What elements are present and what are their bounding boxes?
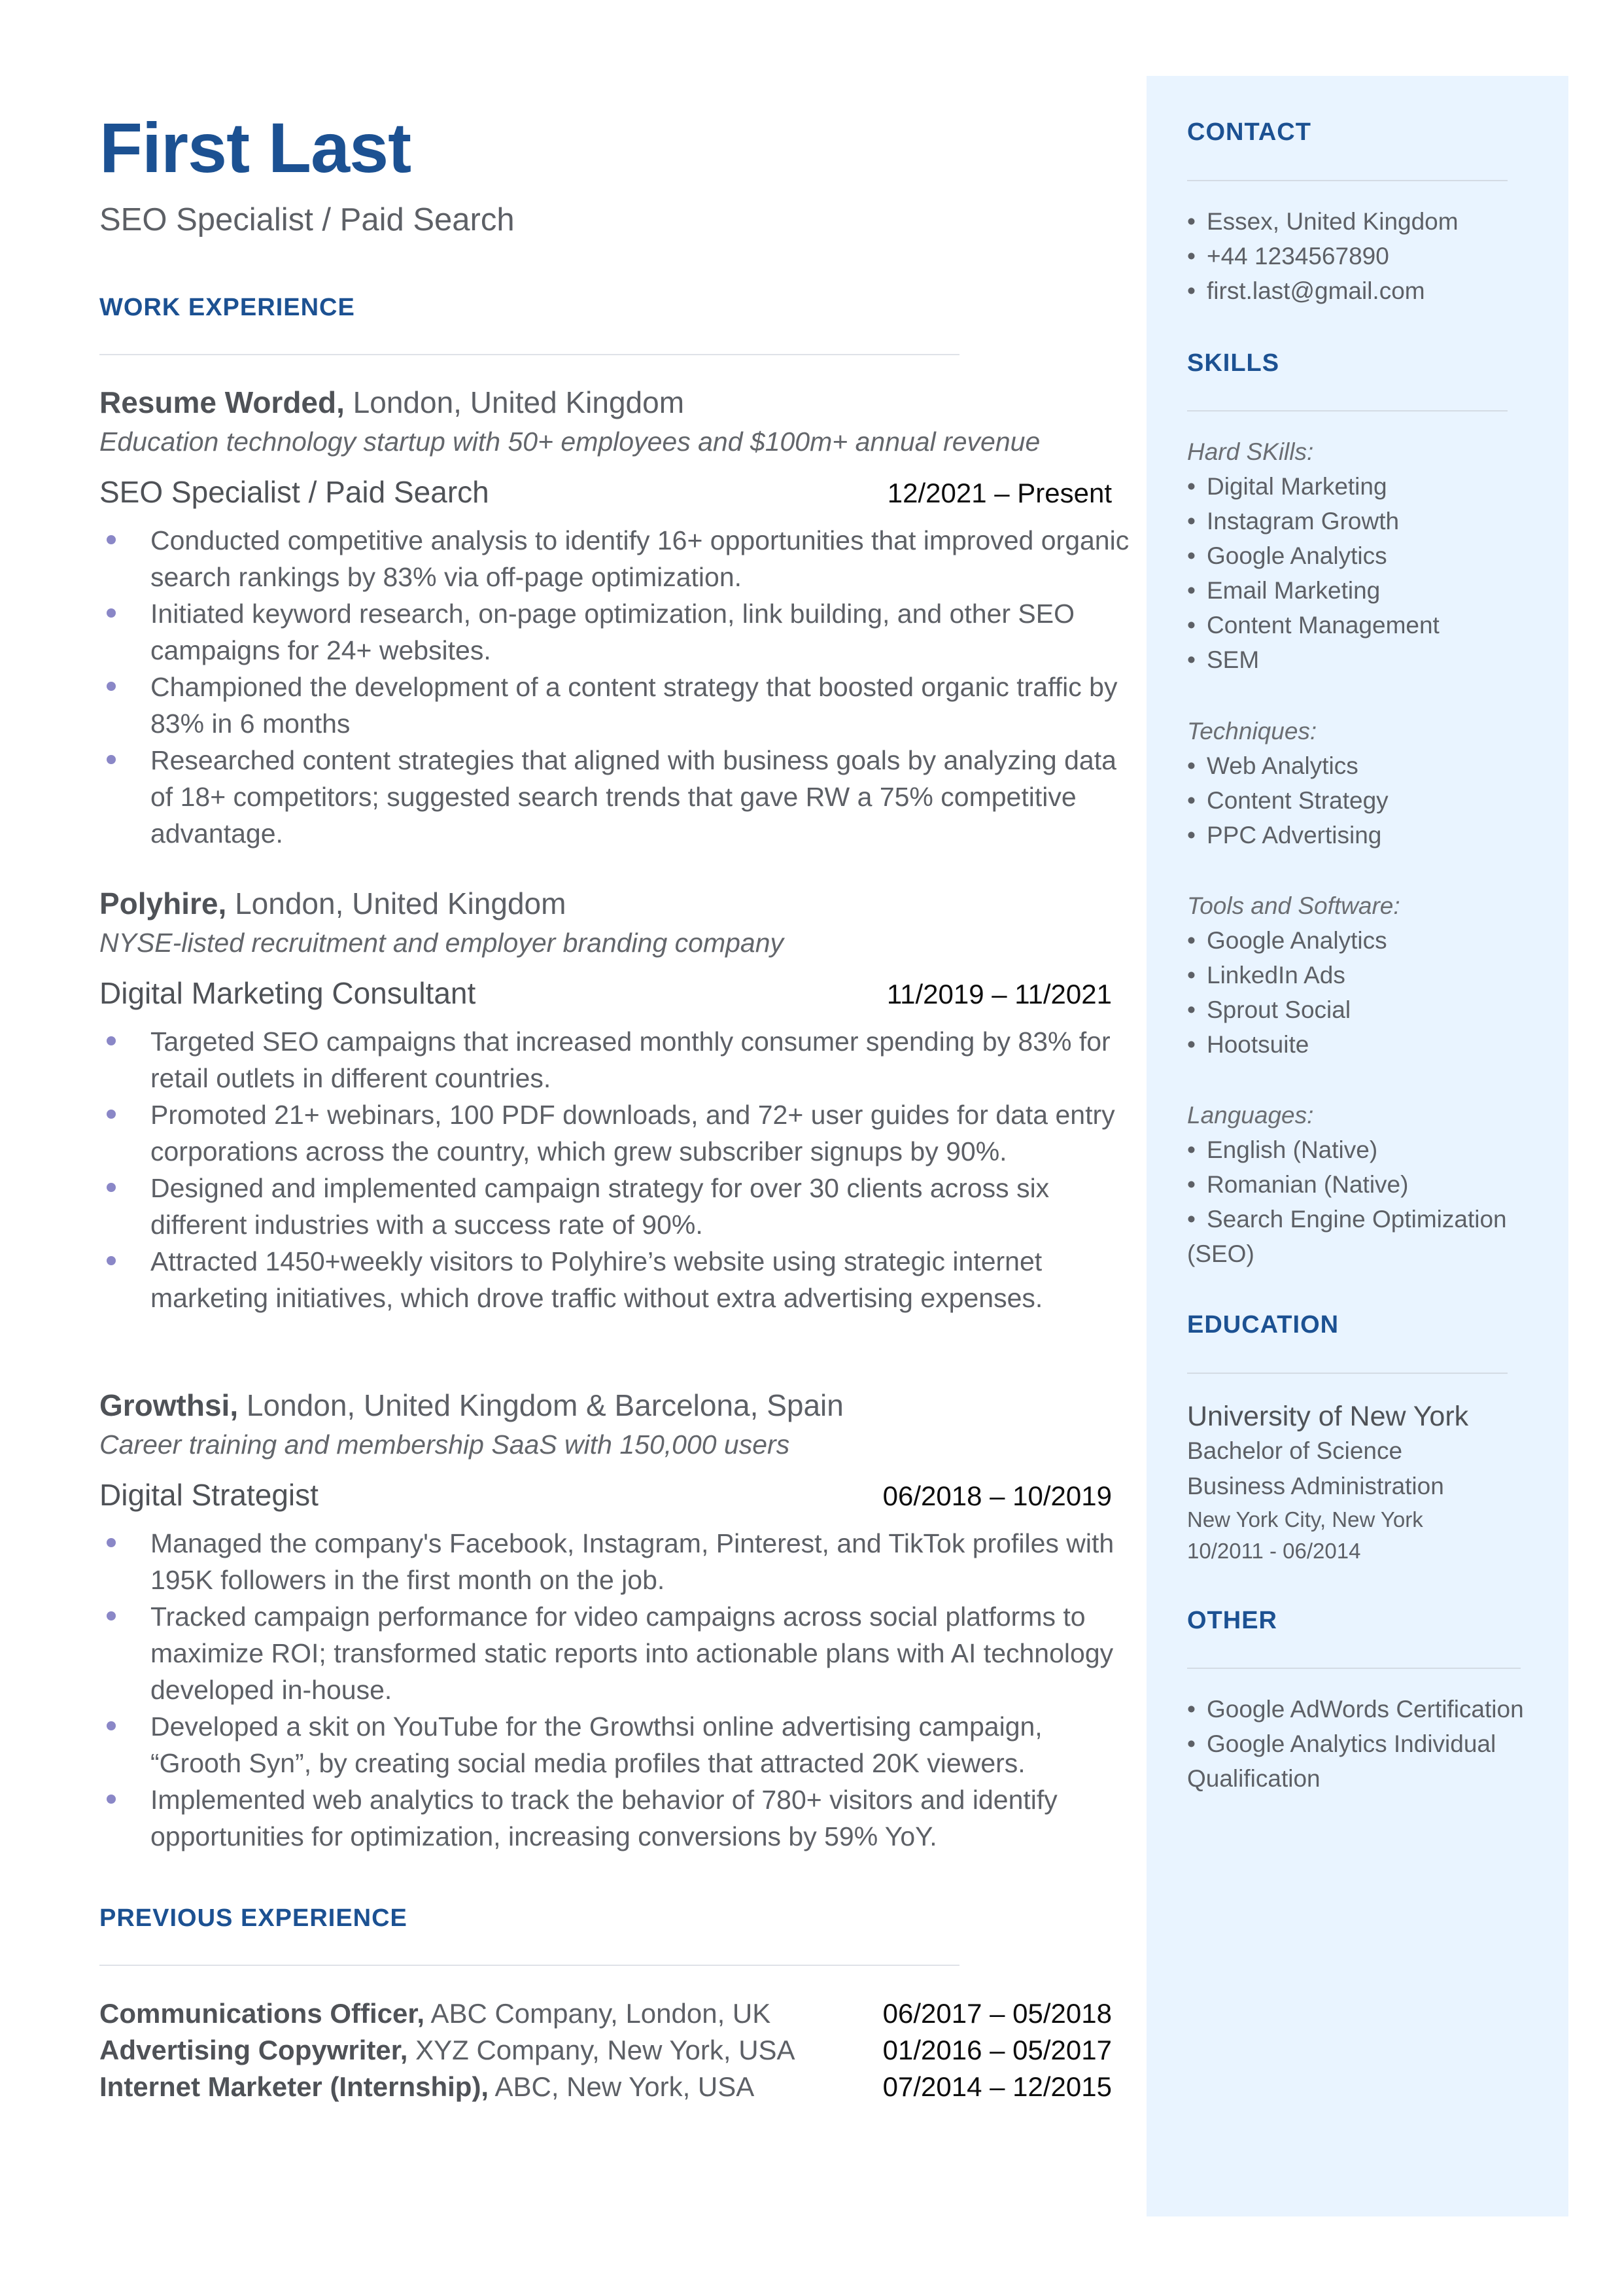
list-item: • Google AdWords Certification [1187,1696,1524,1723]
contact-location: • Essex, United Kingdom [1187,208,1459,235]
job-3-description: Career training and membership SaaS with 150,000 users [99,1429,790,1460]
list-item: • Google Analytics [1187,542,1387,569]
contact-heading: CONTACT [1187,118,1311,146]
list-item: Initiated keyword research, on-page optimization, link building, and other SEO campaigns for 24+ websites. [150,595,1132,669]
list-item: Attracted 1450+weekly visitors to Polyhire’s website using strategic internet marketing initiatives, which drove traffic without extra advertising expenses. [150,1243,1132,1316]
previous-role-2-dates: 01/2016 – 05/2017 [882,2035,1112,2065]
previous-experience-divider [99,1965,959,1966]
list-item: • Google Analytics [1187,927,1387,954]
list-item: • Web Analytics [1187,752,1358,779]
bullet-icon [107,1036,116,1045]
list-item: Qualification [1187,1765,1321,1792]
list-item: • Sprout Social [1187,996,1351,1023]
bullet-icon [107,1183,116,1192]
previous-role-3: Internet Marketer (Internship), ABC, New York, USA [99,2071,755,2102]
contact-divider [1187,180,1508,181]
education-heading: EDUCATION [1187,1311,1339,1339]
education-field: Business Administration [1187,1473,1444,1499]
techniques-list [1187,748,1389,852]
bullet-icon [107,535,116,544]
list-item: • Content Management [1187,612,1440,639]
candidate-name: First Last [99,108,411,187]
bullet-icon [107,1721,116,1730]
skills-heading: SKILLS [1187,349,1280,377]
job-3-role: Digital Strategist [99,1478,319,1512]
list-item: Tracked campaign performance for video campaigns across social platforms to maximize ROI; transformed static reports into actionable plans with AI technology developed in-house. [150,1598,1132,1708]
list-item: Researched content strategies that aligned with business goals by analyzing data of 18+ competitors; suggested search trends that gave RW a 75% competitive advantage. [150,742,1132,852]
list-item: • PPC Advertising [1187,822,1382,849]
previous-role-1-dates: 06/2017 – 05/2018 [882,1998,1112,2029]
work-experience-heading: WORK EXPERIENCE [99,294,355,321]
list-item: Targeted SEO campaigns that increased monthly consumer spending by 83% for retail outlets in different countries. [150,1023,1132,1096]
job-3-dates: 06/2018 – 10/2019 [882,1480,1112,1511]
job-1-company: Resume Worded, London, United Kingdom [99,385,685,419]
skills-category-languages: Languages: [1187,1102,1314,1129]
work-experience-divider [99,354,959,355]
list-item: • Hootsuite [1187,1031,1309,1058]
contact-list [1187,204,1459,308]
education-school: University of New York [1187,1401,1469,1432]
job-2-role: Digital Marketing Consultant [99,976,476,1010]
previous-role-3-dates: 07/2014 – 12/2015 [882,2071,1112,2102]
candidate-title: SEO Specialist / Paid Search [99,202,515,237]
previous-experience-heading: PREVIOUS EXPERIENCE [99,1904,407,1932]
bullet-icon [107,1110,116,1119]
list-item: • Romanian (Native) [1187,1171,1409,1198]
languages-list [1187,1132,1507,1271]
job-3-bullets [150,1525,1132,1855]
contact-phone: • +44 1234567890 [1187,243,1389,270]
bullet-icon [107,1256,116,1265]
job-3-company: Growthsi, London, United Kingdom & Barcelona, Spain [99,1388,844,1422]
list-item: Developed a skit on YouTube for the Growthsi online advertising campaign, “Grooth Syn”, by creating social media profiles that attracted 20K viewers. [150,1708,1132,1781]
tools-list [1187,923,1387,1062]
list-item: • Digital Marketing [1187,473,1387,500]
job-1-description: Education technology startup with 50+ employees and $100m+ annual revenue [99,427,1041,457]
job-2-bullets [150,1023,1132,1316]
other-divider [1187,1668,1521,1669]
contact-email: • first.last@gmail.com [1187,277,1425,304]
education-dates: 10/2011 - 06/2014 [1187,1539,1361,1563]
list-item: (SEO) [1187,1240,1254,1267]
list-item: Implemented web analytics to track the behavior of 780+ visitors and identify opportunities for optimization, increasing conversions by 59% YoY. [150,1781,1132,1855]
job-1-role: SEO Specialist / Paid Search [99,475,489,509]
skills-category-techniques: Techniques: [1187,718,1317,745]
education-divider [1187,1373,1508,1374]
job-1-dates: 12/2021 – Present [887,478,1112,508]
other-list [1187,1692,1524,1796]
previous-role-2: Advertising Copywriter, XYZ Company, New York, USA [99,2035,795,2065]
list-item: Championed the development of a content strategy that boosted organic traffic by 83% in 6 months [150,669,1132,742]
skills-divider [1187,410,1508,412]
job-2-dates: 11/2019 – 11/2021 [886,979,1112,1009]
bullet-icon [107,682,116,691]
list-item: • Email Marketing [1187,577,1381,604]
job-2-company: Polyhire, London, United Kingdom [99,886,566,920]
job-1-bullets [150,522,1132,852]
bullet-icon [107,1538,116,1547]
job-2-description: NYSE-listed recruitment and employer branding company [99,928,784,958]
education-degree: Bachelor of Science [1187,1437,1403,1464]
list-item: Managed the company's Facebook, Instagram, Pinterest, and TikTok profiles with 195K followers in the first month on the job. [150,1525,1132,1598]
skills-category-hard-skills: Hard SKills: [1187,438,1314,465]
bullet-icon [107,755,116,764]
list-item: • Content Strategy [1187,787,1389,814]
list-item: • Search Engine Optimization [1187,1206,1507,1233]
list-item: • Instagram Growth [1187,508,1400,534]
hard-skills-list [1187,469,1440,677]
list-item: • Google Analytics Individual [1187,1730,1496,1757]
list-item: Conducted competitive analysis to identify 16+ opportunities that improved organic search rankings by 83% via off-page optimization. [150,522,1132,595]
list-item: • SEM [1187,646,1260,673]
bullet-icon [107,608,116,618]
list-item: Designed and implemented campaign strategy for over 30 clients across six different industries with a success rate of 90%. [150,1170,1132,1243]
list-item: • English (Native) [1187,1136,1378,1163]
skills-category-tools: Tools and Software: [1187,892,1400,919]
list-item: Promoted 21+ webinars, 100 PDF downloads, and 72+ user guides for data entry corporations across the country, which grew subscriber signups by 90%. [150,1096,1132,1170]
education-location: New York City, New York [1187,1507,1423,1532]
bullet-icon [107,1611,116,1621]
other-heading: OTHER [1187,1607,1277,1634]
previous-role-1: Communications Officer, ABC Company, London, UK [99,1998,771,2029]
bullet-icon [107,1795,116,1804]
list-item: • LinkedIn Ads [1187,962,1345,989]
